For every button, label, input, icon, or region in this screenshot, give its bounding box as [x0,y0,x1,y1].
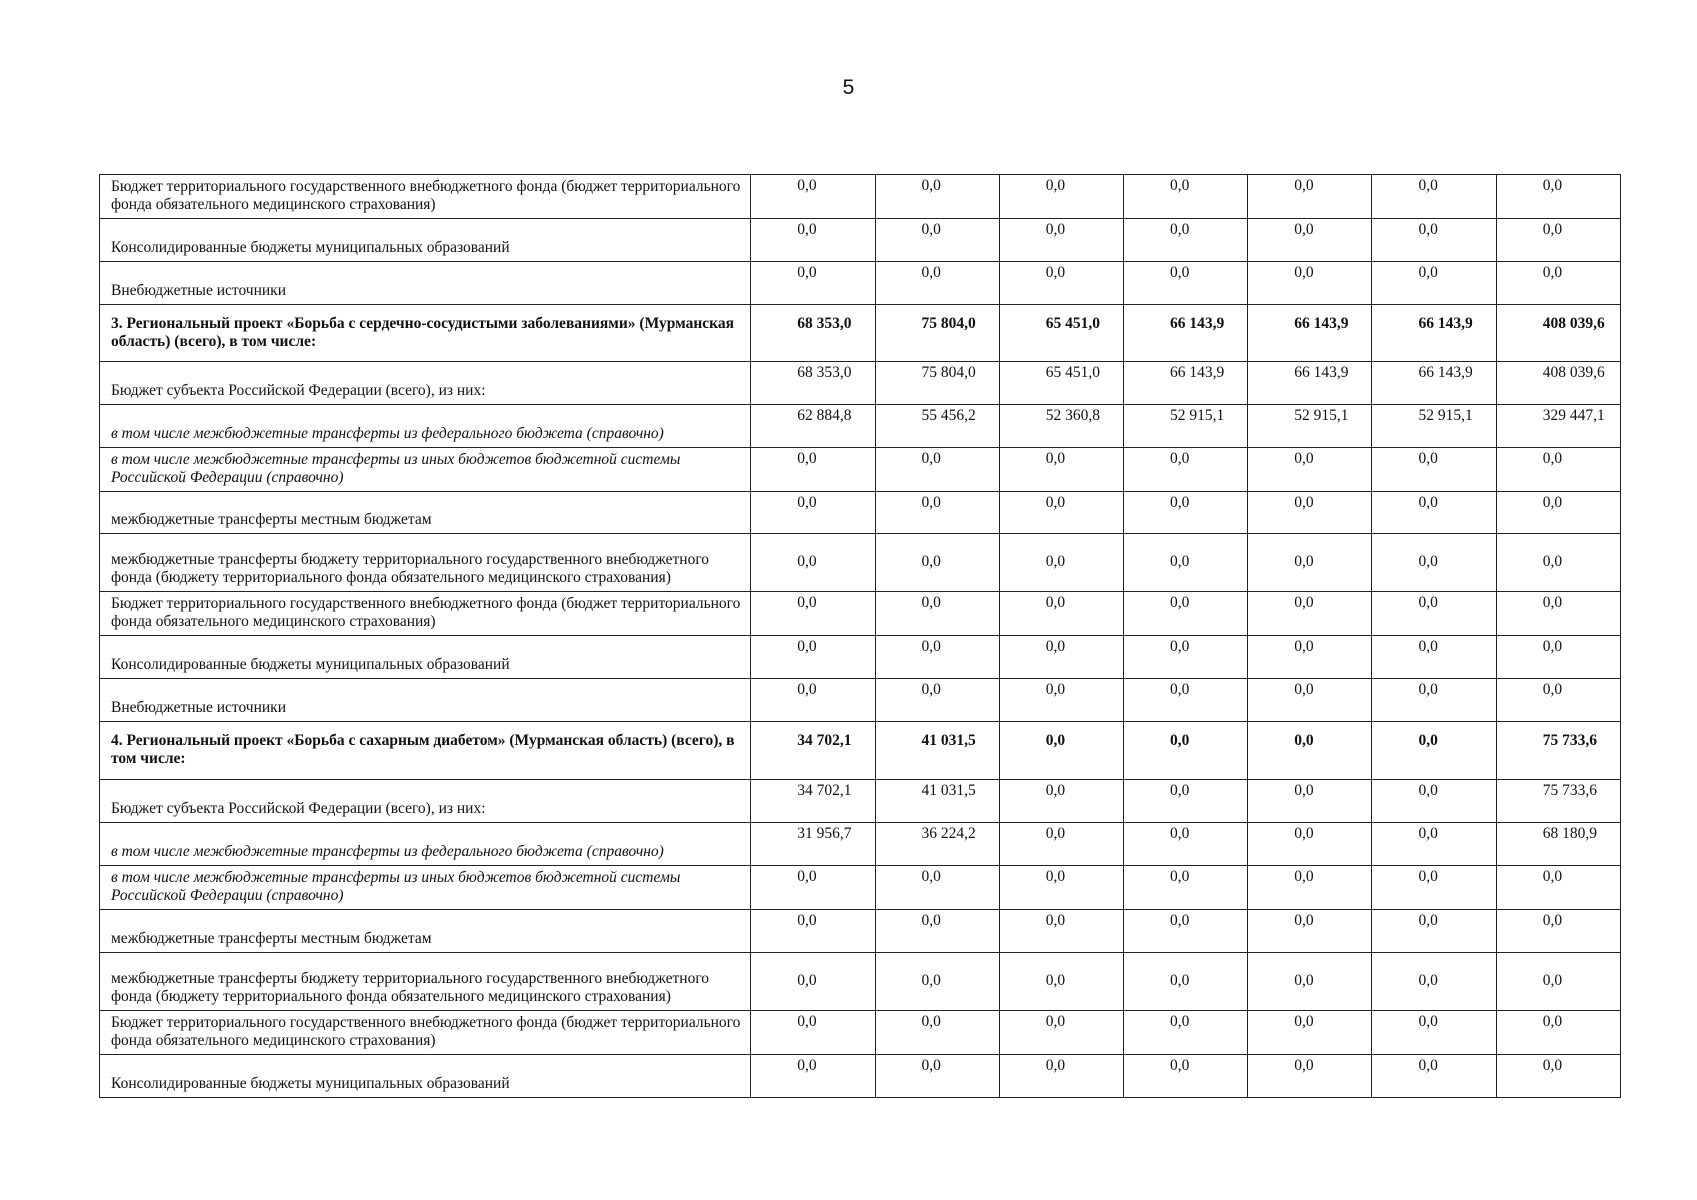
value-cell: 0,0 [999,679,1123,722]
value-cell: 0,0 [1123,1011,1247,1055]
value-cell: 75 733,6 [1496,722,1620,780]
value-cell: 0,0 [1372,592,1496,636]
value-cell: 0,0 [875,448,999,492]
value-cell: 0,0 [1248,953,1372,1011]
table-row [100,219,1621,262]
value-cell: 0,0 [1372,492,1496,534]
value-cell: 52 915,1 [1372,405,1496,448]
value-cell: 0,0 [875,636,999,679]
value-cell: 0,0 [999,1011,1123,1055]
value-cell: 0,0 [1496,910,1620,953]
value-cell: 0,0 [875,492,999,534]
value-cell: 0,0 [1248,1011,1372,1055]
table-row [100,1055,1621,1098]
table-row [100,405,1621,448]
value-cell: 0,0 [1123,866,1247,910]
value-cell: 0,0 [875,175,999,219]
value-cell: 0,0 [1123,679,1247,722]
table-row [100,780,1621,823]
value-cell: 0,0 [1372,910,1496,953]
row-label: Консолидированные бюджеты муниципальных образований [100,219,751,262]
value-cell: 0,0 [1123,910,1247,953]
value-cell: 0,0 [1248,448,1372,492]
value-cell: 0,0 [751,910,875,953]
value-cell: 0,0 [1372,780,1496,823]
table-row [100,175,1621,219]
value-cell: 66 143,9 [1248,305,1372,362]
value-cell: 52 915,1 [1248,405,1372,448]
value-cell: 0,0 [999,592,1123,636]
value-cell: 0,0 [751,592,875,636]
value-cell: 0,0 [999,722,1123,780]
value-cell: 0,0 [1123,592,1247,636]
value-cell: 0,0 [751,448,875,492]
value-cell: 0,0 [1496,219,1620,262]
value-cell: 0,0 [999,910,1123,953]
value-cell: 52 915,1 [1123,405,1247,448]
row-label: Бюджет территориального государственного внебюджетного фонда (бюджет территориального фонда обязательного медицинского страхования) [100,592,751,636]
table-row [100,534,1621,592]
value-cell: 0,0 [751,1011,875,1055]
row-label: межбюджетные трансферты местным бюджетам [100,910,751,953]
table-row [100,679,1621,722]
value-cell: 0,0 [1372,534,1496,592]
value-cell: 0,0 [875,262,999,305]
value-cell: 0,0 [1372,866,1496,910]
value-cell: 0,0 [875,1011,999,1055]
value-cell: 0,0 [999,636,1123,679]
value-cell: 0,0 [1123,1055,1247,1098]
value-cell: 0,0 [1248,1055,1372,1098]
value-cell: 0,0 [1123,492,1247,534]
value-cell: 0,0 [1372,722,1496,780]
value-cell: 0,0 [1123,448,1247,492]
value-cell: 0,0 [999,866,1123,910]
table-row [100,953,1621,1011]
value-cell: 0,0 [1372,636,1496,679]
value-cell: 75 804,0 [875,362,999,405]
value-cell: 68 353,0 [751,305,875,362]
value-cell: 0,0 [875,534,999,592]
value-cell: 0,0 [1248,866,1372,910]
value-cell: 75 804,0 [875,305,999,362]
row-label: межбюджетные трансферты бюджету территориального государственного внебюджетного фонда (бюджету территориального фонда обязательного медицинского страхования) [100,534,751,592]
value-cell: 41 031,5 [875,780,999,823]
value-cell: 34 702,1 [751,780,875,823]
value-cell: 52 360,8 [999,405,1123,448]
value-cell: 66 143,9 [1372,362,1496,405]
value-cell: 0,0 [875,592,999,636]
value-cell: 0,0 [999,1055,1123,1098]
value-cell: 0,0 [1496,679,1620,722]
value-cell: 0,0 [1496,492,1620,534]
value-cell: 0,0 [1496,262,1620,305]
table-row [100,448,1621,492]
value-cell: 0,0 [1496,866,1620,910]
budget-table [99,174,1621,1098]
value-cell: 0,0 [1248,262,1372,305]
row-label: 4. Региональный проект «Борьба с сахарным диабетом» (Мурманская область) (всего), в том числе: [100,722,751,780]
row-label: Бюджет субъекта Российской Федерации (всего), из них: [100,362,751,405]
value-cell: 0,0 [751,636,875,679]
value-cell: 0,0 [999,953,1123,1011]
value-cell: 0,0 [751,219,875,262]
value-cell: 0,0 [1123,219,1247,262]
value-cell: 0,0 [1372,679,1496,722]
value-cell: 0,0 [1372,1055,1496,1098]
row-label: Консолидированные бюджеты муниципальных образований [100,636,751,679]
value-cell: 65 451,0 [999,305,1123,362]
value-cell: 55 456,2 [875,405,999,448]
value-cell: 0,0 [875,219,999,262]
value-cell: 0,0 [1248,722,1372,780]
value-cell: 0,0 [1248,592,1372,636]
value-cell: 0,0 [1248,636,1372,679]
value-cell: 0,0 [751,492,875,534]
project-header-row [100,722,1621,780]
row-label: Бюджет территориального государственного внебюджетного фонда (бюджет территориального фонда обязательного медицинского страхования) [100,175,751,219]
value-cell: 66 143,9 [1123,362,1247,405]
value-cell: 0,0 [1372,448,1496,492]
value-cell: 0,0 [751,262,875,305]
value-cell: 0,0 [875,953,999,1011]
value-cell: 0,0 [1372,1011,1496,1055]
page-number: 5 [842,76,855,99]
value-cell: 408 039,6 [1496,305,1620,362]
value-cell: 0,0 [1496,953,1620,1011]
value-cell: 0,0 [999,219,1123,262]
row-label: Внебюджетные источники [100,262,751,305]
value-cell: 0,0 [1248,175,1372,219]
value-cell: 0,0 [1372,823,1496,866]
value-cell: 0,0 [999,492,1123,534]
value-cell: 0,0 [751,679,875,722]
value-cell: 0,0 [1248,219,1372,262]
project-header-row [100,305,1621,362]
value-cell: 329 447,1 [1496,405,1620,448]
value-cell: 0,0 [875,1055,999,1098]
value-cell: 0,0 [1248,534,1372,592]
value-cell: 0,0 [1248,679,1372,722]
value-cell: 0,0 [751,534,875,592]
value-cell: 0,0 [1372,175,1496,219]
value-cell: 0,0 [999,175,1123,219]
row-label: межбюджетные трансферты бюджету территориального государственного внебюджетного фонда (бюджету территориального фонда обязательного медицинского страхования) [100,953,751,1011]
table-row [100,262,1621,305]
value-cell: 0,0 [1496,175,1620,219]
value-cell: 0,0 [1248,780,1372,823]
value-cell: 0,0 [1496,636,1620,679]
value-cell: 65 451,0 [999,362,1123,405]
value-cell: 0,0 [875,866,999,910]
value-cell: 0,0 [1123,823,1247,866]
value-cell: 41 031,5 [875,722,999,780]
value-cell: 0,0 [999,534,1123,592]
value-cell: 0,0 [1372,262,1496,305]
value-cell: 36 224,2 [875,823,999,866]
value-cell: 0,0 [1123,534,1247,592]
row-label: Бюджет субъекта Российской Федерации (всего), из них: [100,780,751,823]
value-cell: 0,0 [751,953,875,1011]
table-row [100,592,1621,636]
table-row [100,636,1621,679]
row-label: Консолидированные бюджеты муниципальных образований [100,1055,751,1098]
row-label: в том числе межбюджетные трансферты из иных бюджетов бюджетной системы Российской Федерации (справочно) [100,866,751,910]
value-cell: 68 353,0 [751,362,875,405]
value-cell: 0,0 [999,823,1123,866]
value-cell: 0,0 [1496,534,1620,592]
value-cell: 31 956,7 [751,823,875,866]
row-label: 3. Региональный проект «Борьба с сердечно-сосудистыми заболеваниями» (Мурманская область) (всего), в том числе: [100,305,751,362]
value-cell: 0,0 [1123,953,1247,1011]
table-row [100,1011,1621,1055]
value-cell: 0,0 [751,175,875,219]
value-cell: 0,0 [1248,492,1372,534]
value-cell: 0,0 [1496,448,1620,492]
row-label: Внебюджетные источники [100,679,751,722]
table-row [100,866,1621,910]
value-cell: 0,0 [999,448,1123,492]
value-cell: 66 143,9 [1372,305,1496,362]
value-cell: 0,0 [1372,219,1496,262]
value-cell: 0,0 [751,1055,875,1098]
value-cell: 0,0 [1123,636,1247,679]
value-cell: 66 143,9 [1123,305,1247,362]
value-cell: 34 702,1 [751,722,875,780]
value-cell: 75 733,6 [1496,780,1620,823]
value-cell: 0,0 [1496,1011,1620,1055]
row-label: межбюджетные трансферты местным бюджетам [100,492,751,534]
value-cell: 0,0 [1123,722,1247,780]
value-cell: 0,0 [1123,175,1247,219]
table-row [100,492,1621,534]
value-cell: 68 180,9 [1496,823,1620,866]
table-row [100,362,1621,405]
table-row [100,910,1621,953]
value-cell: 0,0 [1372,953,1496,1011]
value-cell: 0,0 [999,262,1123,305]
value-cell: 0,0 [875,679,999,722]
row-label: Бюджет территориального государственного внебюджетного фонда (бюджет территориального фонда обязательного медицинского страхования) [100,1011,751,1055]
value-cell: 66 143,9 [1248,362,1372,405]
row-label: в том числе межбюджетные трансферты из федерального бюджета (справочно) [100,405,751,448]
value-cell: 0,0 [875,910,999,953]
row-label: в том числе межбюджетные трансферты из иных бюджетов бюджетной системы Российской Федерации (справочно) [100,448,751,492]
value-cell: 0,0 [751,866,875,910]
value-cell: 62 884,8 [751,405,875,448]
value-cell: 0,0 [1123,262,1247,305]
budget-table-body [100,175,1621,1098]
value-cell: 0,0 [1496,1055,1620,1098]
value-cell: 0,0 [999,780,1123,823]
value-cell: 0,0 [1248,823,1372,866]
row-label: в том числе межбюджетные трансферты из федерального бюджета (справочно) [100,823,751,866]
value-cell: 0,0 [1248,910,1372,953]
value-cell: 408 039,6 [1496,362,1620,405]
value-cell: 0,0 [1496,592,1620,636]
table-row [100,823,1621,866]
value-cell: 0,0 [1123,780,1247,823]
